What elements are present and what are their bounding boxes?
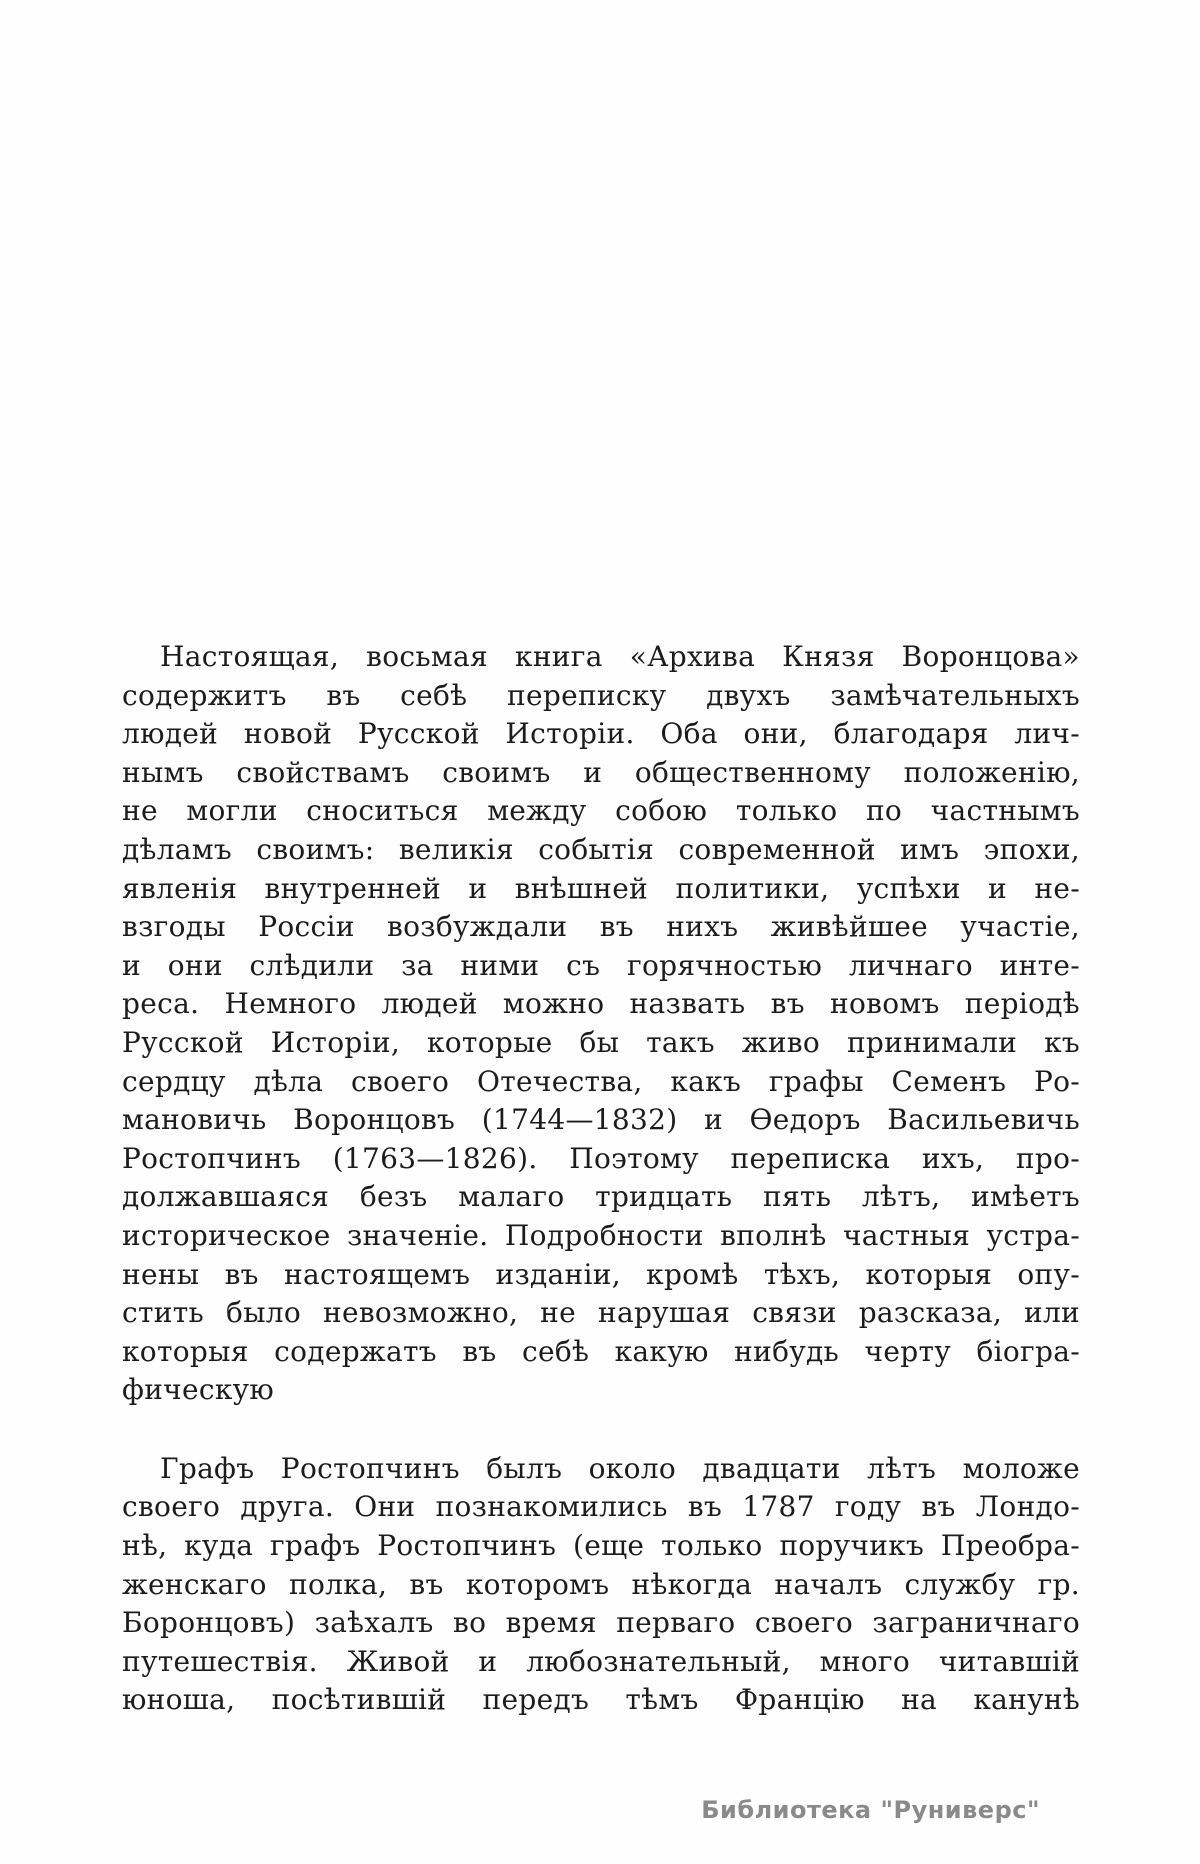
text-line: своего друга. Они познакомились въ 1787 году въ Лондо- [122, 1490, 1080, 1524]
paragraph-1 [122, 638, 1080, 1410]
text-line: сердцу дѣла своего Отечества, какъ графы Семенъ Ро- [122, 1064, 1080, 1098]
text-block [122, 638, 1080, 1720]
text-line: людей новой Русской Исторіи. Оба они, благодаря лич- [122, 717, 1080, 751]
text-line: нѣ, куда графъ Ростопчинъ (еще только поручикъ Преобра- [122, 1529, 1080, 1563]
runivers-watermark: Библиотека "Руниверс" [701, 1796, 1040, 1824]
paragraph-2 [122, 1450, 1080, 1720]
text-line: нены въ настоящемъ изданіи, кромѣ тѣхъ, которыя опу- [122, 1257, 1080, 1291]
text-line: историческое значеніе. Подробности вполнѣ частныя устра- [122, 1218, 1080, 1252]
text-line: нымъ свойствамъ своимъ и общественному положенію, [122, 755, 1080, 789]
text-line: путешествія. Живой и любознательный, много читавшій [122, 1644, 1080, 1678]
text-line: фическую [122, 1373, 275, 1407]
text-line: Русской Исторіи, которые бы такъ живо принимали къ [122, 1025, 1080, 1059]
text-line: Настоящая, восьмая книга «Архива Князя Воронцова» [160, 640, 1080, 673]
text-line: Боронцовъ) заѣхалъ во время перваго своего заграничнаго [122, 1606, 1080, 1640]
text-line: взгоды Россіи возбуждали въ нихъ живѣйшее участіе, [122, 910, 1080, 944]
text-line: не могли сноситься между собою только по частнымъ [122, 794, 1080, 828]
text-line: дѣламъ своимъ: великія событія современной имъ эпохи, [122, 832, 1080, 866]
text-line: Ростопчинъ (1763—1826). Поэтому переписка ихъ, про- [122, 1141, 1080, 1175]
text-line: и они слѣдили за ними съ горячностью личнаго инте- [122, 948, 1080, 982]
text-line: стить было невозможно, не нарушая связи разсказа, или [122, 1296, 1080, 1330]
text-line: содержитъ въ себѣ переписку двухъ замѣчательныхъ [122, 678, 1080, 712]
text-line: явленія внутренней и внѣшней политики, успѣхи и не- [122, 871, 1080, 905]
text-line: должавшаяся безъ малаго тридцать пять лѣтъ, имѣетъ [122, 1180, 1080, 1214]
text-line: женскаго полка, въ которомъ нѣкогда началъ службу гр. [122, 1567, 1080, 1601]
text-line: реса. Немного людей можно назвать въ новомъ періодѣ [122, 987, 1080, 1021]
text-line: мановичь Воронцовъ (1744—1832) и Ѳедоръ Васильевичь [122, 1103, 1080, 1137]
text-line: которыя содержатъ въ себѣ какую нибудь черту біогра- [122, 1334, 1080, 1368]
text-line: Графъ Ростопчинъ былъ около двадцати лѣтъ моложе [160, 1451, 1080, 1485]
text-line: юноша, посѣтившій передъ тѣмъ Францію на канунѣ [122, 1683, 1080, 1717]
